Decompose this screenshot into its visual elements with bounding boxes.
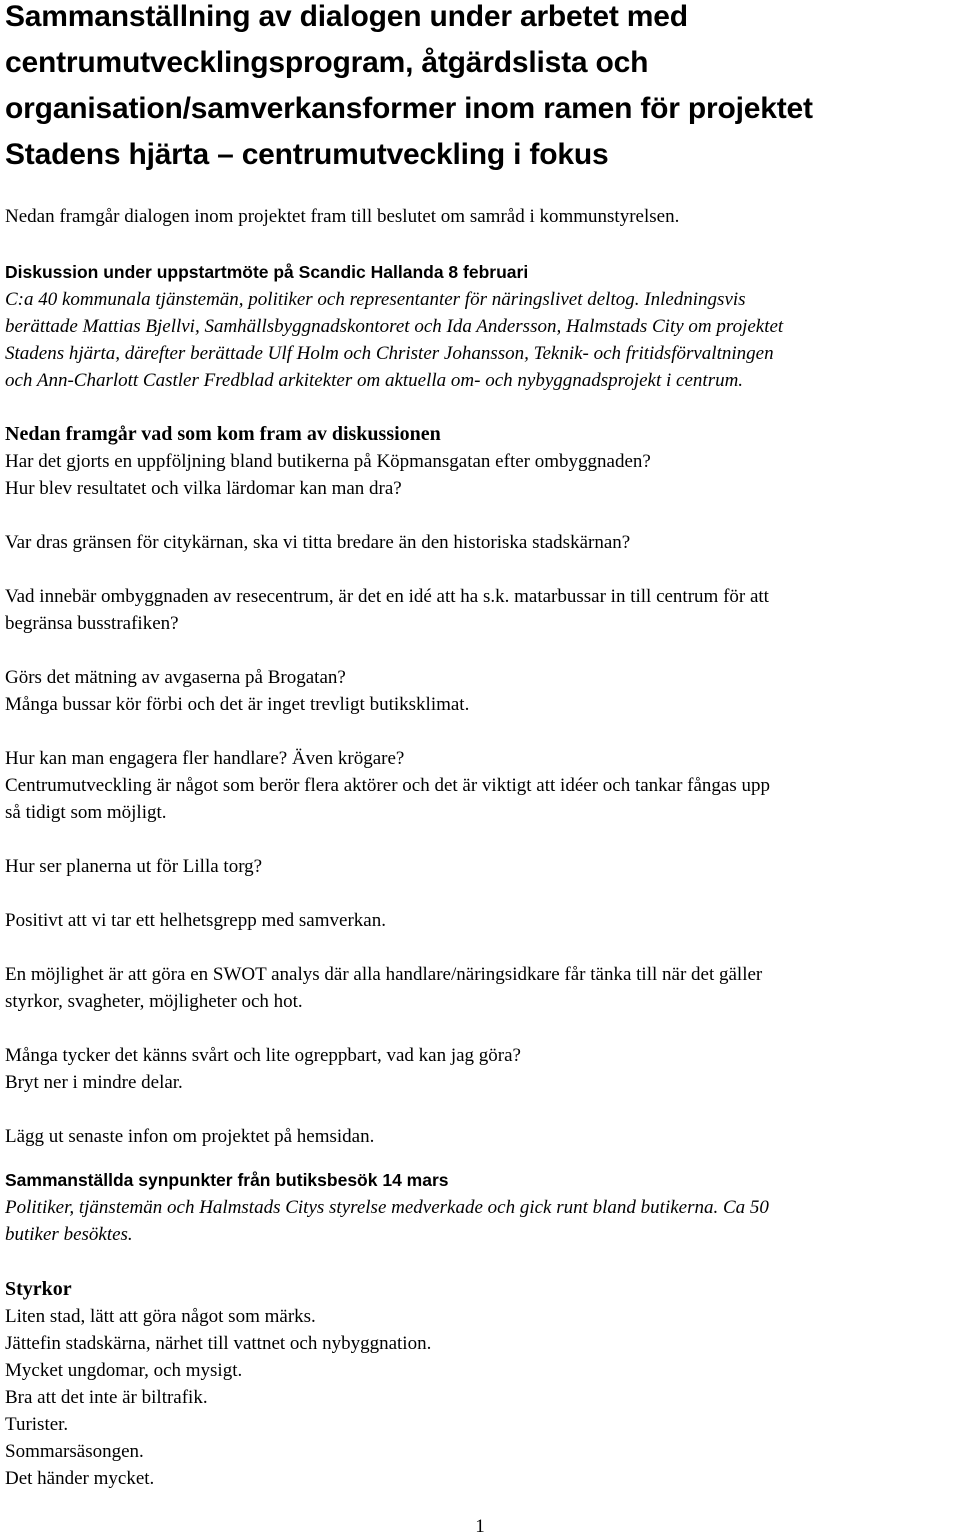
paragraph-line: Positivt att vi tar ett helhetsgrepp med samverkan. xyxy=(5,910,386,931)
paragraph-line: Lägg ut senaste infon om projektet på hemsidan. xyxy=(5,1126,375,1147)
list-item: Turister. xyxy=(5,1414,69,1435)
paragraph-line: Många tycker det känns svårt och lite ogreppbart, vad kan jag göra? xyxy=(5,1045,521,1066)
section-styrkor xyxy=(5,1276,431,1492)
paragraph-line: Stadens hjärta, därefter berättade Ulf Holm och Christer Johansson, Teknik- och fritidsförvaltningen xyxy=(5,343,774,364)
section-butiksbesok xyxy=(5,1167,769,1248)
paragraph-line: så tidigt som möjligt. xyxy=(5,802,167,823)
section-heading: Nedan framgår vad som kom fram av diskussionen xyxy=(5,423,441,445)
paragraph-line: Görs det mätning av avgaserna på Brogatan? xyxy=(5,667,346,688)
title-line: centrumutvecklingsprogram, åtgärdslista och xyxy=(5,46,649,79)
paragraph-line: styrkor, svagheter, möjligheter och hot. xyxy=(5,991,303,1012)
list-item: Jättefin stadskärna, närhet till vattnet och nybyggnation. xyxy=(5,1333,432,1354)
title-line: Stadens hjärta – centrumutveckling i fokus xyxy=(5,138,609,171)
paragraph-line: Vad innebär ombyggnaden av resecentrum, är det en idé att ha s.k. matarbussar in till centrum för att xyxy=(5,586,769,607)
document-title xyxy=(5,0,813,178)
list-item: Mycket ungdomar, och mysigt. xyxy=(5,1360,243,1381)
list-item: Bra att det inte är biltrafik. xyxy=(5,1387,208,1408)
section-heading: Styrkor xyxy=(5,1278,72,1300)
list-item: Sommarsäsongen. xyxy=(5,1441,144,1462)
section-diskussion xyxy=(5,421,770,1150)
paragraph-line: C:a 40 kommunala tjänstemän, politiker och representanter för näringslivet deltog. Inledningsvis xyxy=(5,289,746,310)
section-heading: Diskussion under uppstartmöte på Scandic Hallanda 8 februari xyxy=(5,262,529,282)
paragraph-line: Hur ser planerna ut för Lilla torg? xyxy=(5,856,263,877)
paragraph-line: berättade Mattias Bjellvi, Samhällsbyggnadskontoret och Ida Andersson, Halmstads City om projektet xyxy=(5,316,784,337)
title-line: Sammanställning av dialogen under arbetet med xyxy=(5,0,688,33)
paragraph-line: begränsa busstrafiken? xyxy=(5,613,179,634)
paragraph-line: Centrumutveckling är något som berör flera aktörer och det är viktigt att idéer och tankar fångas upp xyxy=(5,775,771,796)
paragraph-line: Bryt ner i mindre delar. xyxy=(5,1072,183,1093)
section-heading: Sammanställda synpunkter från butiksbesök 14 mars xyxy=(5,1170,449,1190)
list-item: Det händer mycket. xyxy=(5,1468,155,1489)
paragraph-line: och Ann-Charlott Castler Fredblad arkitekter om aktuella om- och nybyggnadsprojekt i centrum. xyxy=(5,370,744,391)
list-item: Liten stad, lätt att göra något som märks. xyxy=(5,1306,316,1327)
paragraph-line: Många bussar kör förbi och det är inget trevligt butiksklimat. xyxy=(5,694,470,715)
paragraph-line: Hur blev resultatet och vilka lärdomar kan man dra? xyxy=(5,478,402,499)
paragraph-line: Politiker, tjänstemän och Halmstads Citys styrelse medverkade och gick runt bland butikerna. Ca 50 xyxy=(5,1197,769,1218)
title-line: organisation/samverkansformer inom ramen för projektet xyxy=(5,92,813,125)
paragraph-line: En möjlighet är att göra en SWOT analys där alla handlare/näringsidkare får tänka till när det gäller xyxy=(5,964,763,985)
paragraph-line: butiker besöktes. xyxy=(5,1224,133,1245)
paragraph-line: Var dras gränsen för citykärnan, ska vi titta bredare än den historiska stadskärnan? xyxy=(5,532,631,553)
paragraph-line: Har det gjorts en uppföljning bland butikerna på Köpmansgatan efter ombyggnaden? xyxy=(5,451,651,472)
intro-paragraph: Nedan framgår dialogen inom projektet fram till beslutet om samråd i kommunstyrelsen. xyxy=(5,206,680,227)
paragraph-line: Hur kan man engagera fler handlare? Även krögare? xyxy=(5,748,405,769)
section-uppstartmote xyxy=(5,259,783,394)
page-number: 1 xyxy=(475,1516,485,1537)
